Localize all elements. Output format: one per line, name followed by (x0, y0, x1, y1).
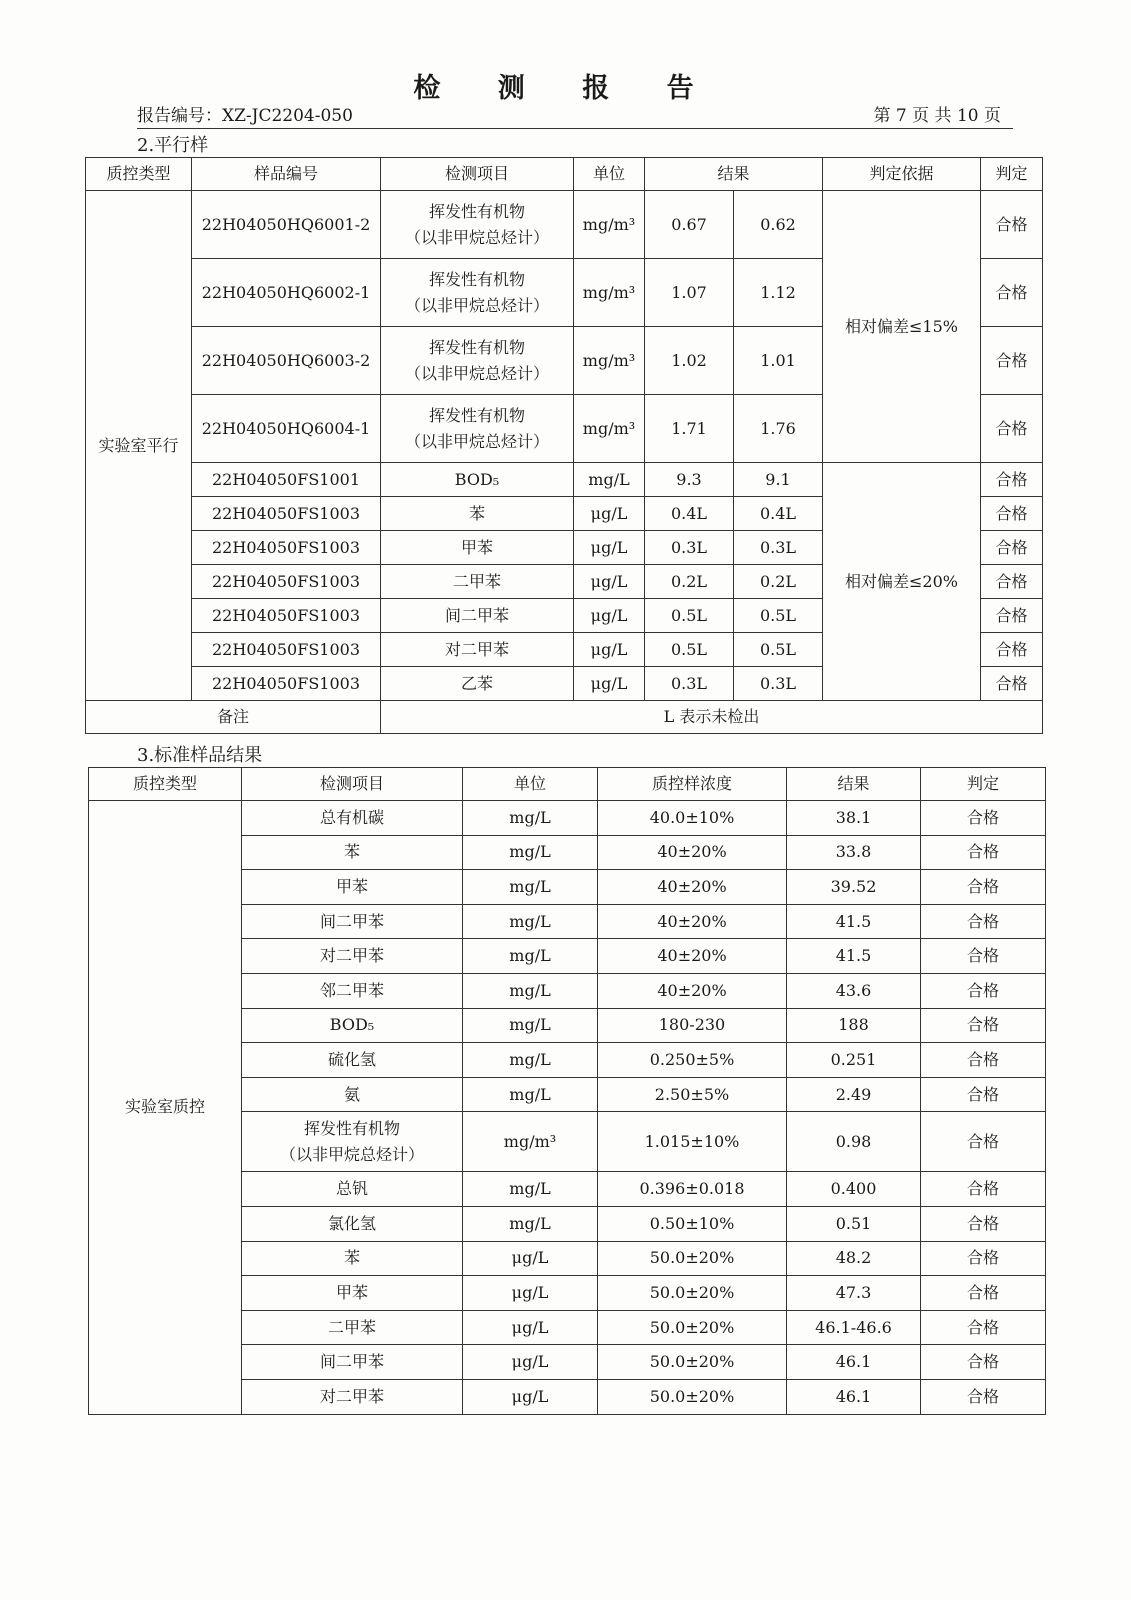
test-item-name: 间二甲苯 (319, 911, 384, 931)
col-header-unit: 单位 (463, 768, 598, 801)
test-item-name: 间二甲苯 (319, 1352, 384, 1372)
standard-sample-table (88, 767, 1046, 1415)
unit-cell: μg/L (574, 599, 645, 633)
result-cell: 38.1 (787, 801, 921, 836)
result-2-cell: 1.01 (734, 327, 823, 395)
qc-concentration-cell: 40.0±10% (598, 801, 787, 836)
verdict-cell: 合格 (921, 1112, 1046, 1172)
test-item-name: 对二甲苯 (319, 1386, 384, 1406)
test-item-cell (242, 1172, 463, 1207)
table-row (86, 191, 1043, 259)
test-item-cell (381, 633, 574, 667)
unit-cell: μg/L (463, 1310, 598, 1345)
result-cell: 41.5 (787, 904, 921, 939)
test-item-name: BOD₅ (329, 1015, 375, 1035)
col-header-test-item: 检测项目 (242, 768, 463, 801)
result-cell: 2.49 (787, 1077, 921, 1112)
test-item-cell (242, 1008, 463, 1043)
verdict-cell: 合格 (981, 667, 1043, 701)
test-item-cell (381, 395, 574, 463)
result-2-cell: 1.12 (734, 259, 823, 327)
test-item-cell (381, 599, 574, 633)
test-item-cell (381, 667, 574, 701)
result-2-cell: 0.2L (734, 565, 823, 599)
test-item-note: （以非甲烷总烃计） (404, 363, 549, 383)
unit-cell: μg/L (574, 497, 645, 531)
verdict-cell: 合格 (921, 1008, 1046, 1043)
result-1-cell: 1.07 (645, 259, 734, 327)
unit-cell: mg/L (463, 1043, 598, 1078)
qc-type-cell: 实验室平行 (86, 191, 192, 701)
result-2-cell: 0.5L (734, 599, 823, 633)
unit-cell: μg/L (574, 565, 645, 599)
qc-concentration-cell: 180-230 (598, 1008, 787, 1043)
report-title: 检 测 报 告 (413, 73, 718, 104)
test-item-name: 甲苯 (335, 1282, 368, 1302)
test-item-name: 甲苯 (460, 537, 493, 557)
criteria-cell: 相对偏差≤15% (823, 191, 981, 463)
unit-cell: mg/m³ (574, 327, 645, 395)
test-item-name: 挥发性有机物 (428, 337, 525, 357)
result-cell: 41.5 (787, 939, 921, 974)
unit-cell: μg/L (463, 1345, 598, 1380)
remark-row (86, 701, 1043, 734)
verdict-cell: 合格 (921, 1172, 1046, 1207)
qc-type-cell: 实验室质控 (89, 801, 242, 1415)
verdict-cell: 合格 (921, 1276, 1046, 1311)
test-item-name: 硫化氢 (327, 1049, 376, 1069)
test-item-name: 挥发性有机物 (428, 269, 525, 289)
parallel-sample-table (85, 157, 1043, 734)
qc-concentration-cell: 50.0±20% (598, 1241, 787, 1276)
test-item-name: 对二甲苯 (444, 639, 509, 659)
qc-concentration-cell: 40±20% (598, 939, 787, 974)
test-item-name: 挥发性有机物 (303, 1119, 400, 1139)
sample-no-cell: 22H04050FS1003 (192, 565, 381, 599)
unit-cell: mg/m³ (574, 259, 645, 327)
test-item-name: 对二甲苯 (319, 946, 384, 966)
result-1-cell: 0.67 (645, 191, 734, 259)
test-item-name: BOD₅ (454, 469, 500, 489)
verdict-cell: 合格 (981, 599, 1043, 633)
result-1-cell: 0.5L (645, 633, 734, 667)
result-cell: 46.1 (787, 1345, 921, 1380)
sample-no-cell: 22H04050FS1003 (192, 497, 381, 531)
col-header-qc-concentration: 质控样浓度 (598, 768, 787, 801)
section-3-heading: 3.标准样品结果 (137, 745, 263, 766)
qc-concentration-cell: 40±20% (598, 835, 787, 870)
qc-concentration-cell: 40±20% (598, 973, 787, 1008)
result-1-cell: 0.4L (645, 497, 734, 531)
page-info: 第 7 页 共 10 页 (873, 106, 1001, 126)
test-item-cell (381, 463, 574, 497)
verdict-cell: 合格 (921, 1310, 1046, 1345)
qc-concentration-cell: 2.50±5% (598, 1077, 787, 1112)
sample-no-cell: 22H04050FS1003 (192, 531, 381, 565)
test-item-name: 间二甲苯 (444, 605, 509, 625)
test-item-cell (242, 904, 463, 939)
unit-cell: mg/L (574, 463, 645, 497)
test-item-name: 氯化氢 (327, 1213, 376, 1233)
test-item-cell (242, 1310, 463, 1345)
remark-label: 备注 (86, 701, 381, 734)
result-cell: 47.3 (787, 1276, 921, 1311)
unit-cell: μg/L (463, 1276, 598, 1311)
result-2-cell: 9.1 (734, 463, 823, 497)
remark-text: L 表示未检出 (381, 701, 1043, 734)
sample-no-cell: 22H04050HQ6003-2 (192, 327, 381, 395)
verdict-cell: 合格 (921, 1077, 1046, 1112)
test-item-cell (242, 1112, 463, 1172)
sample-no-cell: 22H04050FS1003 (192, 599, 381, 633)
test-item-cell (381, 531, 574, 565)
result-2-cell: 1.76 (734, 395, 823, 463)
verdict-cell: 合格 (921, 1206, 1046, 1241)
test-item-name: 总有机碳 (319, 807, 384, 827)
test-item-name: 二甲苯 (327, 1317, 376, 1337)
table-header-row (86, 158, 1043, 191)
unit-cell: mg/m³ (574, 395, 645, 463)
col-header-test-item: 检测项目 (381, 158, 574, 191)
result-1-cell: 1.02 (645, 327, 734, 395)
result-1-cell: 0.2L (645, 565, 734, 599)
result-1-cell: 9.3 (645, 463, 734, 497)
result-2-cell: 0.3L (734, 531, 823, 565)
result-cell: 33.8 (787, 835, 921, 870)
test-item-cell (381, 259, 574, 327)
verdict-cell: 合格 (981, 531, 1043, 565)
report-header (137, 104, 1013, 129)
verdict-cell: 合格 (921, 801, 1046, 836)
test-item-cell (381, 565, 574, 599)
test-item-name: 乙苯 (460, 673, 493, 693)
verdict-cell: 合格 (921, 1043, 1046, 1078)
result-cell: 43.6 (787, 973, 921, 1008)
test-item-cell (242, 801, 463, 836)
unit-cell: mg/L (463, 1077, 598, 1112)
verdict-cell: 合格 (981, 565, 1043, 599)
test-item-cell (381, 191, 574, 259)
verdict-cell: 合格 (921, 904, 1046, 939)
test-item-cell (242, 1379, 463, 1414)
test-item-name: 邻二甲苯 (319, 980, 384, 1000)
test-item-note: （以非甲烷总烃计） (279, 1144, 424, 1164)
col-header-sample-no: 样品编号 (192, 158, 381, 191)
qc-concentration-cell: 40±20% (598, 904, 787, 939)
sample-no-cell: 22H04050FS1003 (192, 667, 381, 701)
qc-concentration-cell: 50.0±20% (598, 1345, 787, 1380)
verdict-cell: 合格 (981, 497, 1043, 531)
table-row (89, 801, 1046, 836)
qc-concentration-cell: 40±20% (598, 870, 787, 905)
test-item-cell (242, 973, 463, 1008)
unit-cell: mg/L (463, 835, 598, 870)
unit-cell: μg/L (574, 531, 645, 565)
col-header-qc-type: 质控类型 (86, 158, 192, 191)
result-cell: 39.52 (787, 870, 921, 905)
test-item-name: 挥发性有机物 (428, 405, 525, 425)
test-item-cell (242, 1276, 463, 1311)
sample-no-cell: 22H04050HQ6001-2 (192, 191, 381, 259)
verdict-cell: 合格 (981, 191, 1043, 259)
result-cell: 0.400 (787, 1172, 921, 1207)
col-header-verdict: 判定 (921, 768, 1046, 801)
test-item-cell (242, 1241, 463, 1276)
col-header-verdict: 判定 (981, 158, 1043, 191)
col-header-unit: 单位 (574, 158, 645, 191)
test-item-note: （以非甲烷总烃计） (404, 431, 549, 451)
unit-cell: mg/m³ (463, 1112, 598, 1172)
verdict-cell: 合格 (981, 633, 1043, 667)
verdict-cell: 合格 (921, 835, 1046, 870)
verdict-cell: 合格 (981, 395, 1043, 463)
result-1-cell: 0.3L (645, 667, 734, 701)
sample-no-cell: 22H04050FS1001 (192, 463, 381, 497)
unit-cell: mg/L (463, 904, 598, 939)
report-number: 报告编号：XZ-JC2204-050 (137, 106, 353, 126)
verdict-cell: 合格 (921, 1379, 1046, 1414)
unit-cell: mg/L (463, 801, 598, 836)
verdict-cell: 合格 (921, 1345, 1046, 1380)
test-item-name: 苯 (343, 842, 360, 862)
result-2-cell: 0.5L (734, 633, 823, 667)
col-header-result: 结果 (645, 158, 823, 191)
result-cell: 46.1-46.6 (787, 1310, 921, 1345)
test-item-note: （以非甲烷总烃计） (404, 295, 549, 315)
result-2-cell: 0.4L (734, 497, 823, 531)
result-2-cell: 0.3L (734, 667, 823, 701)
verdict-cell: 合格 (921, 939, 1046, 974)
test-item-cell (381, 497, 574, 531)
test-item-cell (242, 1345, 463, 1380)
qc-concentration-cell: 1.015±10% (598, 1112, 787, 1172)
test-item-name: 二甲苯 (452, 571, 501, 591)
test-item-cell (242, 1206, 463, 1241)
test-item-cell (242, 1043, 463, 1078)
qc-concentration-cell: 50.0±20% (598, 1276, 787, 1311)
col-header-criteria: 判定依据 (823, 158, 981, 191)
result-cell: 188 (787, 1008, 921, 1043)
verdict-cell: 合格 (981, 327, 1043, 395)
section-2-heading: 2.平行样 (137, 135, 209, 156)
unit-cell: mg/L (463, 1206, 598, 1241)
table-header-row (89, 768, 1046, 801)
test-item-note: （以非甲烷总烃计） (404, 227, 549, 247)
criteria-cell: 相对偏差≤20% (823, 463, 981, 701)
unit-cell: μg/L (574, 667, 645, 701)
test-item-name: 总钒 (335, 1179, 368, 1199)
unit-cell: mg/m³ (574, 191, 645, 259)
test-item-name: 苯 (343, 1248, 360, 1268)
qc-concentration-cell: 0.50±10% (598, 1206, 787, 1241)
unit-cell: μg/L (463, 1379, 598, 1414)
qc-concentration-cell: 0.396±0.018 (598, 1172, 787, 1207)
qc-concentration-cell: 50.0±20% (598, 1310, 787, 1345)
verdict-cell: 合格 (921, 1241, 1046, 1276)
sample-no-cell: 22H04050FS1003 (192, 633, 381, 667)
verdict-cell: 合格 (921, 973, 1046, 1008)
unit-cell: mg/L (463, 1172, 598, 1207)
result-1-cell: 1.71 (645, 395, 734, 463)
result-1-cell: 0.3L (645, 531, 734, 565)
test-item-cell (242, 835, 463, 870)
unit-cell: mg/L (463, 1008, 598, 1043)
unit-cell: mg/L (463, 870, 598, 905)
verdict-cell: 合格 (981, 259, 1043, 327)
verdict-cell: 合格 (921, 870, 1046, 905)
result-cell: 48.2 (787, 1241, 921, 1276)
result-2-cell: 0.62 (734, 191, 823, 259)
unit-cell: μg/L (574, 633, 645, 667)
verdict-cell: 合格 (981, 463, 1043, 497)
unit-cell: mg/L (463, 939, 598, 974)
qc-concentration-cell: 50.0±20% (598, 1379, 787, 1414)
sample-no-cell: 22H04050HQ6002-1 (192, 259, 381, 327)
col-header-qc-type: 质控类型 (89, 768, 242, 801)
test-item-name: 氨 (343, 1084, 360, 1104)
test-item-name: 苯 (468, 503, 485, 523)
unit-cell: mg/L (463, 973, 598, 1008)
result-cell: 0.51 (787, 1206, 921, 1241)
sample-no-cell: 22H04050HQ6004-1 (192, 395, 381, 463)
col-header-result: 结果 (787, 768, 921, 801)
test-item-name: 甲苯 (335, 876, 368, 896)
test-item-cell (242, 1077, 463, 1112)
qc-concentration-cell: 0.250±5% (598, 1043, 787, 1078)
test-item-name: 挥发性有机物 (428, 201, 525, 221)
unit-cell: μg/L (463, 1241, 598, 1276)
result-1-cell: 0.5L (645, 599, 734, 633)
test-item-cell (242, 939, 463, 974)
result-cell: 0.251 (787, 1043, 921, 1078)
test-item-cell (242, 870, 463, 905)
table-row (86, 463, 1043, 497)
result-cell: 0.98 (787, 1112, 921, 1172)
result-cell: 46.1 (787, 1379, 921, 1414)
test-item-cell (381, 327, 574, 395)
